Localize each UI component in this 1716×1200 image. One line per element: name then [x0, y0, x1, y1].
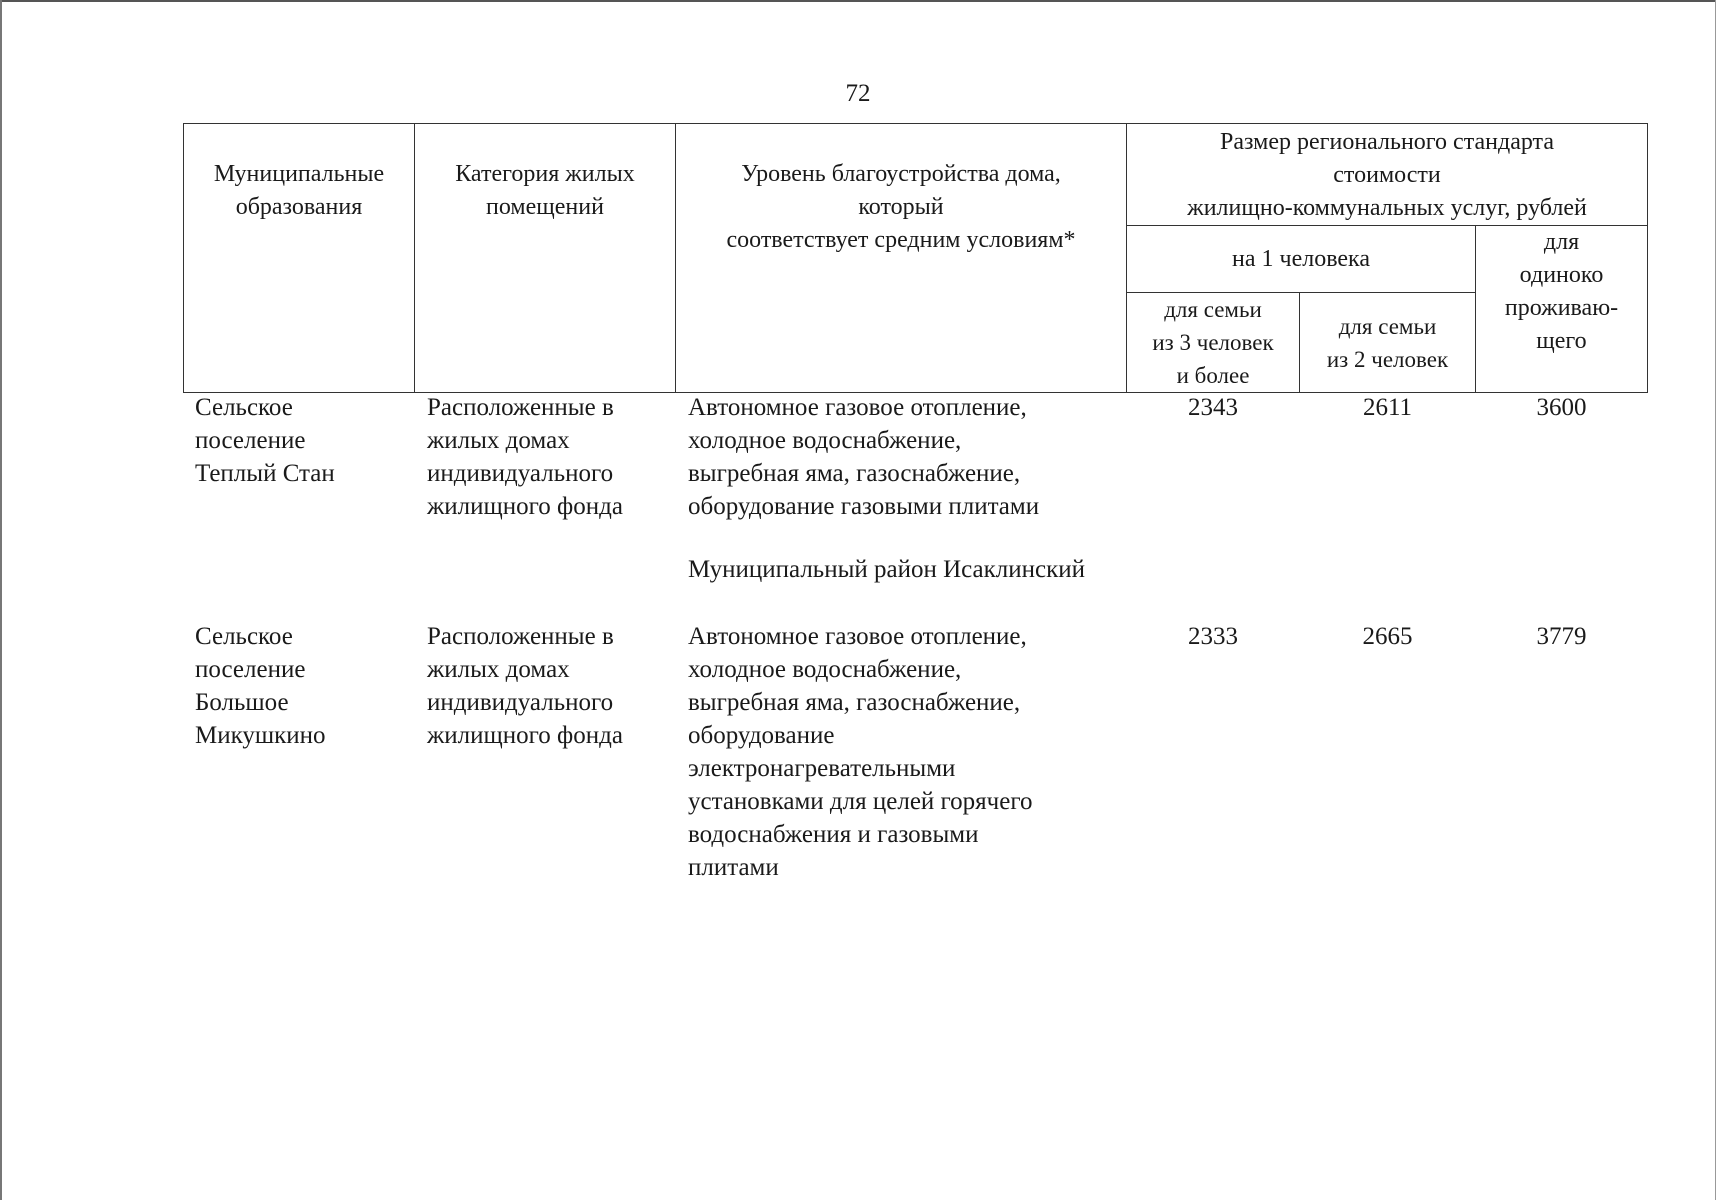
header-single: для одиноко проживаю- щего: [1476, 226, 1648, 393]
table-header: [183, 123, 1648, 393]
page-edge-top: [0, 0, 1716, 2]
header-standard-size: Размер регионального стандарта стоимости жилищно-коммунальных услуг, рублей: [1127, 124, 1648, 226]
municipal-cell: Сельское поселение Большое Микушкино: [195, 623, 326, 749]
category-cell: Расположенные в жилых домах индивидуального жилищного фонда: [427, 623, 623, 749]
single-value: 3779: [1536, 623, 1587, 650]
page-number: 72: [845, 80, 871, 107]
header-per-person: на 1 человека: [1127, 226, 1476, 293]
section-title: Муниципальный район Исаклинский: [688, 556, 1086, 583]
header-municipal: Муниципальные образования: [184, 124, 415, 393]
family2-value: 2611: [1362, 394, 1413, 421]
category-cell: Расположенные в жилых домах индивидуального жилищного фонда: [427, 394, 623, 520]
header-level: Уровень благоустройства дома, который соответствует средним условиям*: [676, 124, 1127, 393]
header-category: Категория жилых помещений: [415, 124, 676, 393]
family3-value: 2343: [1188, 394, 1238, 421]
single-value: 3600: [1536, 394, 1587, 421]
municipal-cell: Сельское поселение Теплый Стан: [195, 394, 335, 487]
family3-value: 2333: [1188, 623, 1238, 650]
header-family-2: для семьи из 2 человек: [1300, 293, 1476, 393]
level-cell: Автономное газовое отопление, холодное водоснабжение, выгребная яма, газоснабжение, оборудование электронагревательными установками для целей горячего водоснабжения и газовыми плитами: [688, 623, 1033, 881]
level-cell: Автономное газовое отопление, холодное водоснабжение, выгребная яма, газоснабжение, оборудование газовыми плитами: [688, 394, 1040, 520]
page-edge-left: [0, 0, 2, 1200]
header-family-3: для семьи из 3 человек и более: [1127, 293, 1300, 393]
family2-value: 2665: [1362, 623, 1413, 650]
